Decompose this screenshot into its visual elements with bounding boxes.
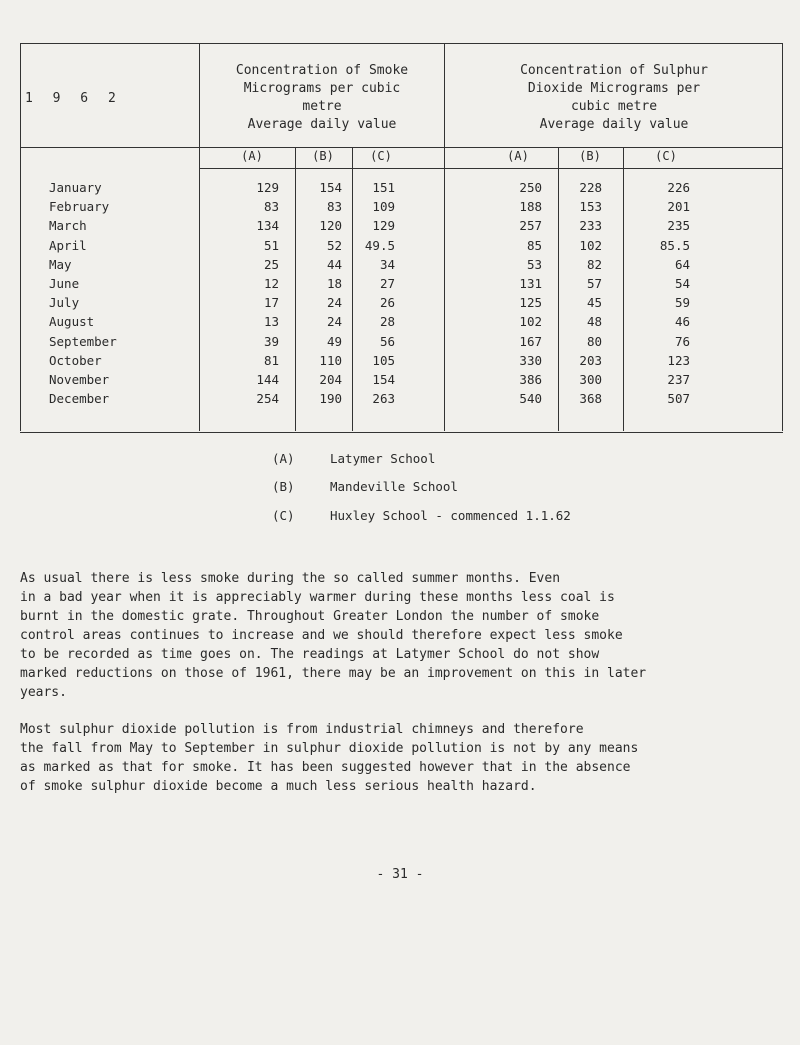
legend-value-a: Latymer School (330, 451, 436, 466)
table-cell: 250 (519, 180, 542, 195)
table-cell: 120 (319, 218, 342, 234)
table-divider-smoke-ab (295, 147, 296, 431)
sub-header-so2-a: (A) (507, 149, 529, 163)
table-cell: 154 (319, 180, 342, 195)
table-cell: 85.5 (659, 237, 690, 253)
table-cell: 54 (674, 276, 690, 291)
table-cell: 300 (579, 372, 602, 387)
table-cell: 13 (263, 314, 279, 330)
sulphur-header (450, 62, 778, 134)
sulphur-header-line: Dioxide Micrograms per (527, 81, 701, 96)
table-cell: 17 (263, 295, 279, 311)
table-cell: 134 (256, 218, 279, 234)
table-cell: 12 (263, 276, 279, 291)
table-cell: 144 (256, 372, 279, 387)
table-cell: 257 (519, 218, 542, 234)
table-cell: 81 (263, 352, 279, 368)
table-cell: 59 (674, 295, 690, 311)
row-month-label: February (49, 199, 110, 215)
table-divider-year (199, 43, 200, 431)
legend-value-b: Mandeville School (330, 479, 458, 494)
row-month-label: August (49, 314, 95, 330)
table-cell: 26 (379, 295, 395, 311)
table-cell: 188 (519, 199, 542, 215)
table-cell: 123 (667, 352, 690, 368)
table-divider-so2-ab (558, 147, 559, 431)
row-month-label: January (49, 180, 102, 195)
paragraph-sulphur: Most sulphur dioxide pollution is from industrial chimneys and therefore the fall from May to September in sulphur dioxide pollution is not by any means as marked as that for smoke. It has been suggested however that in the absence of smoke sulphur dioxide become a much less serious health hazard. (20, 722, 639, 794)
smoke-header (204, 62, 440, 134)
table-cell: 45 (586, 295, 602, 311)
table-cell: 254 (256, 391, 279, 407)
smoke-header-line: metre (302, 99, 342, 114)
table-cell: 203 (579, 352, 602, 368)
table-cell: 39 (263, 333, 279, 349)
table-cell: 368 (579, 391, 602, 407)
table-cell: 129 (256, 180, 279, 195)
table-cell: 49 (326, 333, 342, 349)
table-cell: 235 (667, 218, 690, 234)
table-cell: 201 (667, 199, 690, 215)
smoke-header-line: Average daily value (247, 117, 397, 132)
table-cell: 34 (379, 256, 395, 272)
table-cell: 109 (372, 199, 395, 215)
table-cell: 386 (519, 372, 542, 387)
sulphur-header-line: Concentration of Sulphur (520, 63, 708, 78)
table-cell: 129 (372, 218, 395, 234)
table-cell: 44 (326, 256, 342, 272)
table-cell: 110 (319, 352, 342, 368)
page-number: - 31 - (376, 867, 424, 882)
table-cell: 46 (674, 314, 690, 330)
table-cell: 28 (379, 314, 395, 330)
table-cell: 27 (379, 276, 395, 291)
table-cell: 151 (372, 180, 395, 195)
table-cell: 83 (326, 199, 342, 215)
row-month-label: October (49, 352, 102, 368)
table-divider-smoke-bc (352, 147, 353, 431)
sub-header-smoke-a: (A) (241, 149, 263, 163)
sub-header-smoke-b: (B) (312, 149, 334, 163)
table-cell: 102 (579, 237, 602, 253)
sub-header-smoke-c: (C) (370, 149, 392, 163)
row-month-label: April (49, 237, 87, 253)
table-cell: 263 (372, 391, 395, 407)
table-cell: 83 (263, 199, 279, 215)
table-cell: 25 (263, 256, 279, 272)
table-cell: 105 (372, 352, 395, 368)
table-cell: 85 (526, 237, 542, 253)
table-cell: 540 (519, 391, 542, 407)
row-month-label: September (49, 333, 117, 349)
table-cell: 57 (586, 276, 602, 291)
smoke-header-line: Concentration of Smoke (235, 63, 409, 78)
subheader-rule (199, 168, 783, 169)
table-cell: 131 (519, 276, 542, 291)
table-cell: 18 (326, 276, 342, 291)
table-cell: 233 (579, 218, 602, 234)
row-month-label: November (49, 372, 110, 387)
row-month-label: July (49, 295, 80, 311)
table-cell: 190 (319, 391, 342, 407)
table-cell: 53 (526, 256, 542, 272)
table-cell: 237 (667, 372, 690, 387)
table-cell: 204 (319, 372, 342, 387)
table-cell: 125 (519, 295, 542, 311)
table-cell: 64 (674, 256, 690, 272)
sub-header-so2-b: (B) (579, 149, 601, 163)
sulphur-header-line: cubic metre (570, 99, 658, 114)
legend-value-c: Huxley School - commenced 1.1.62 (330, 508, 571, 523)
table-cell: 76 (674, 333, 690, 349)
table-cell: 80 (586, 333, 602, 349)
table-divider-so2-bc (623, 147, 624, 431)
table-cell: 24 (326, 295, 342, 311)
table-cell: 154 (372, 372, 395, 387)
table-cell: 102 (519, 314, 542, 330)
table-cell: 52 (326, 237, 342, 253)
legend-key-a: (A) (272, 451, 295, 466)
row-month-label: December (49, 391, 110, 407)
row-month-label: May (49, 256, 72, 272)
table-cell: 48 (586, 314, 602, 330)
table-right-border (782, 43, 783, 431)
legend-key-b: (B) (272, 479, 295, 494)
legend-key-c: (C) (272, 508, 295, 523)
table-cell: 153 (579, 199, 602, 215)
table-cell: 51 (263, 237, 279, 253)
paragraph-smoke: As usual there is less smoke during the so called summer months. Even in a bad year when it is appreciably warmer during these months less coal is burnt in the domestic grate. Throughout Greater London the number of smoke control areas continues to increase and we should therefore expect less smoke to be recorded as time goes on. The readings at Latymer School do not show marked reductions on those of 1961, there may be an improvement on this in later years. (20, 571, 647, 700)
year-label: 1 9 6 2 (25, 91, 122, 106)
table-left-border (20, 43, 21, 431)
table-cell: 49.5 (364, 237, 395, 253)
table-cell: 507 (667, 391, 690, 407)
table-cell: 228 (579, 180, 602, 195)
table-cell: 24 (326, 314, 342, 330)
table-cell: 167 (519, 333, 542, 349)
table-cell: 330 (519, 352, 542, 368)
table-cell: 56 (379, 333, 395, 349)
row-month-label: March (49, 218, 87, 234)
table-divider-groups (444, 43, 445, 431)
sub-header-so2-c: (C) (655, 149, 677, 163)
table-cell: 82 (586, 256, 602, 272)
row-month-label: June (49, 276, 80, 291)
sulphur-header-line: Average daily value (539, 117, 689, 132)
smoke-header-line: Micrograms per cubic (243, 81, 401, 96)
table-cell: 226 (667, 180, 690, 195)
